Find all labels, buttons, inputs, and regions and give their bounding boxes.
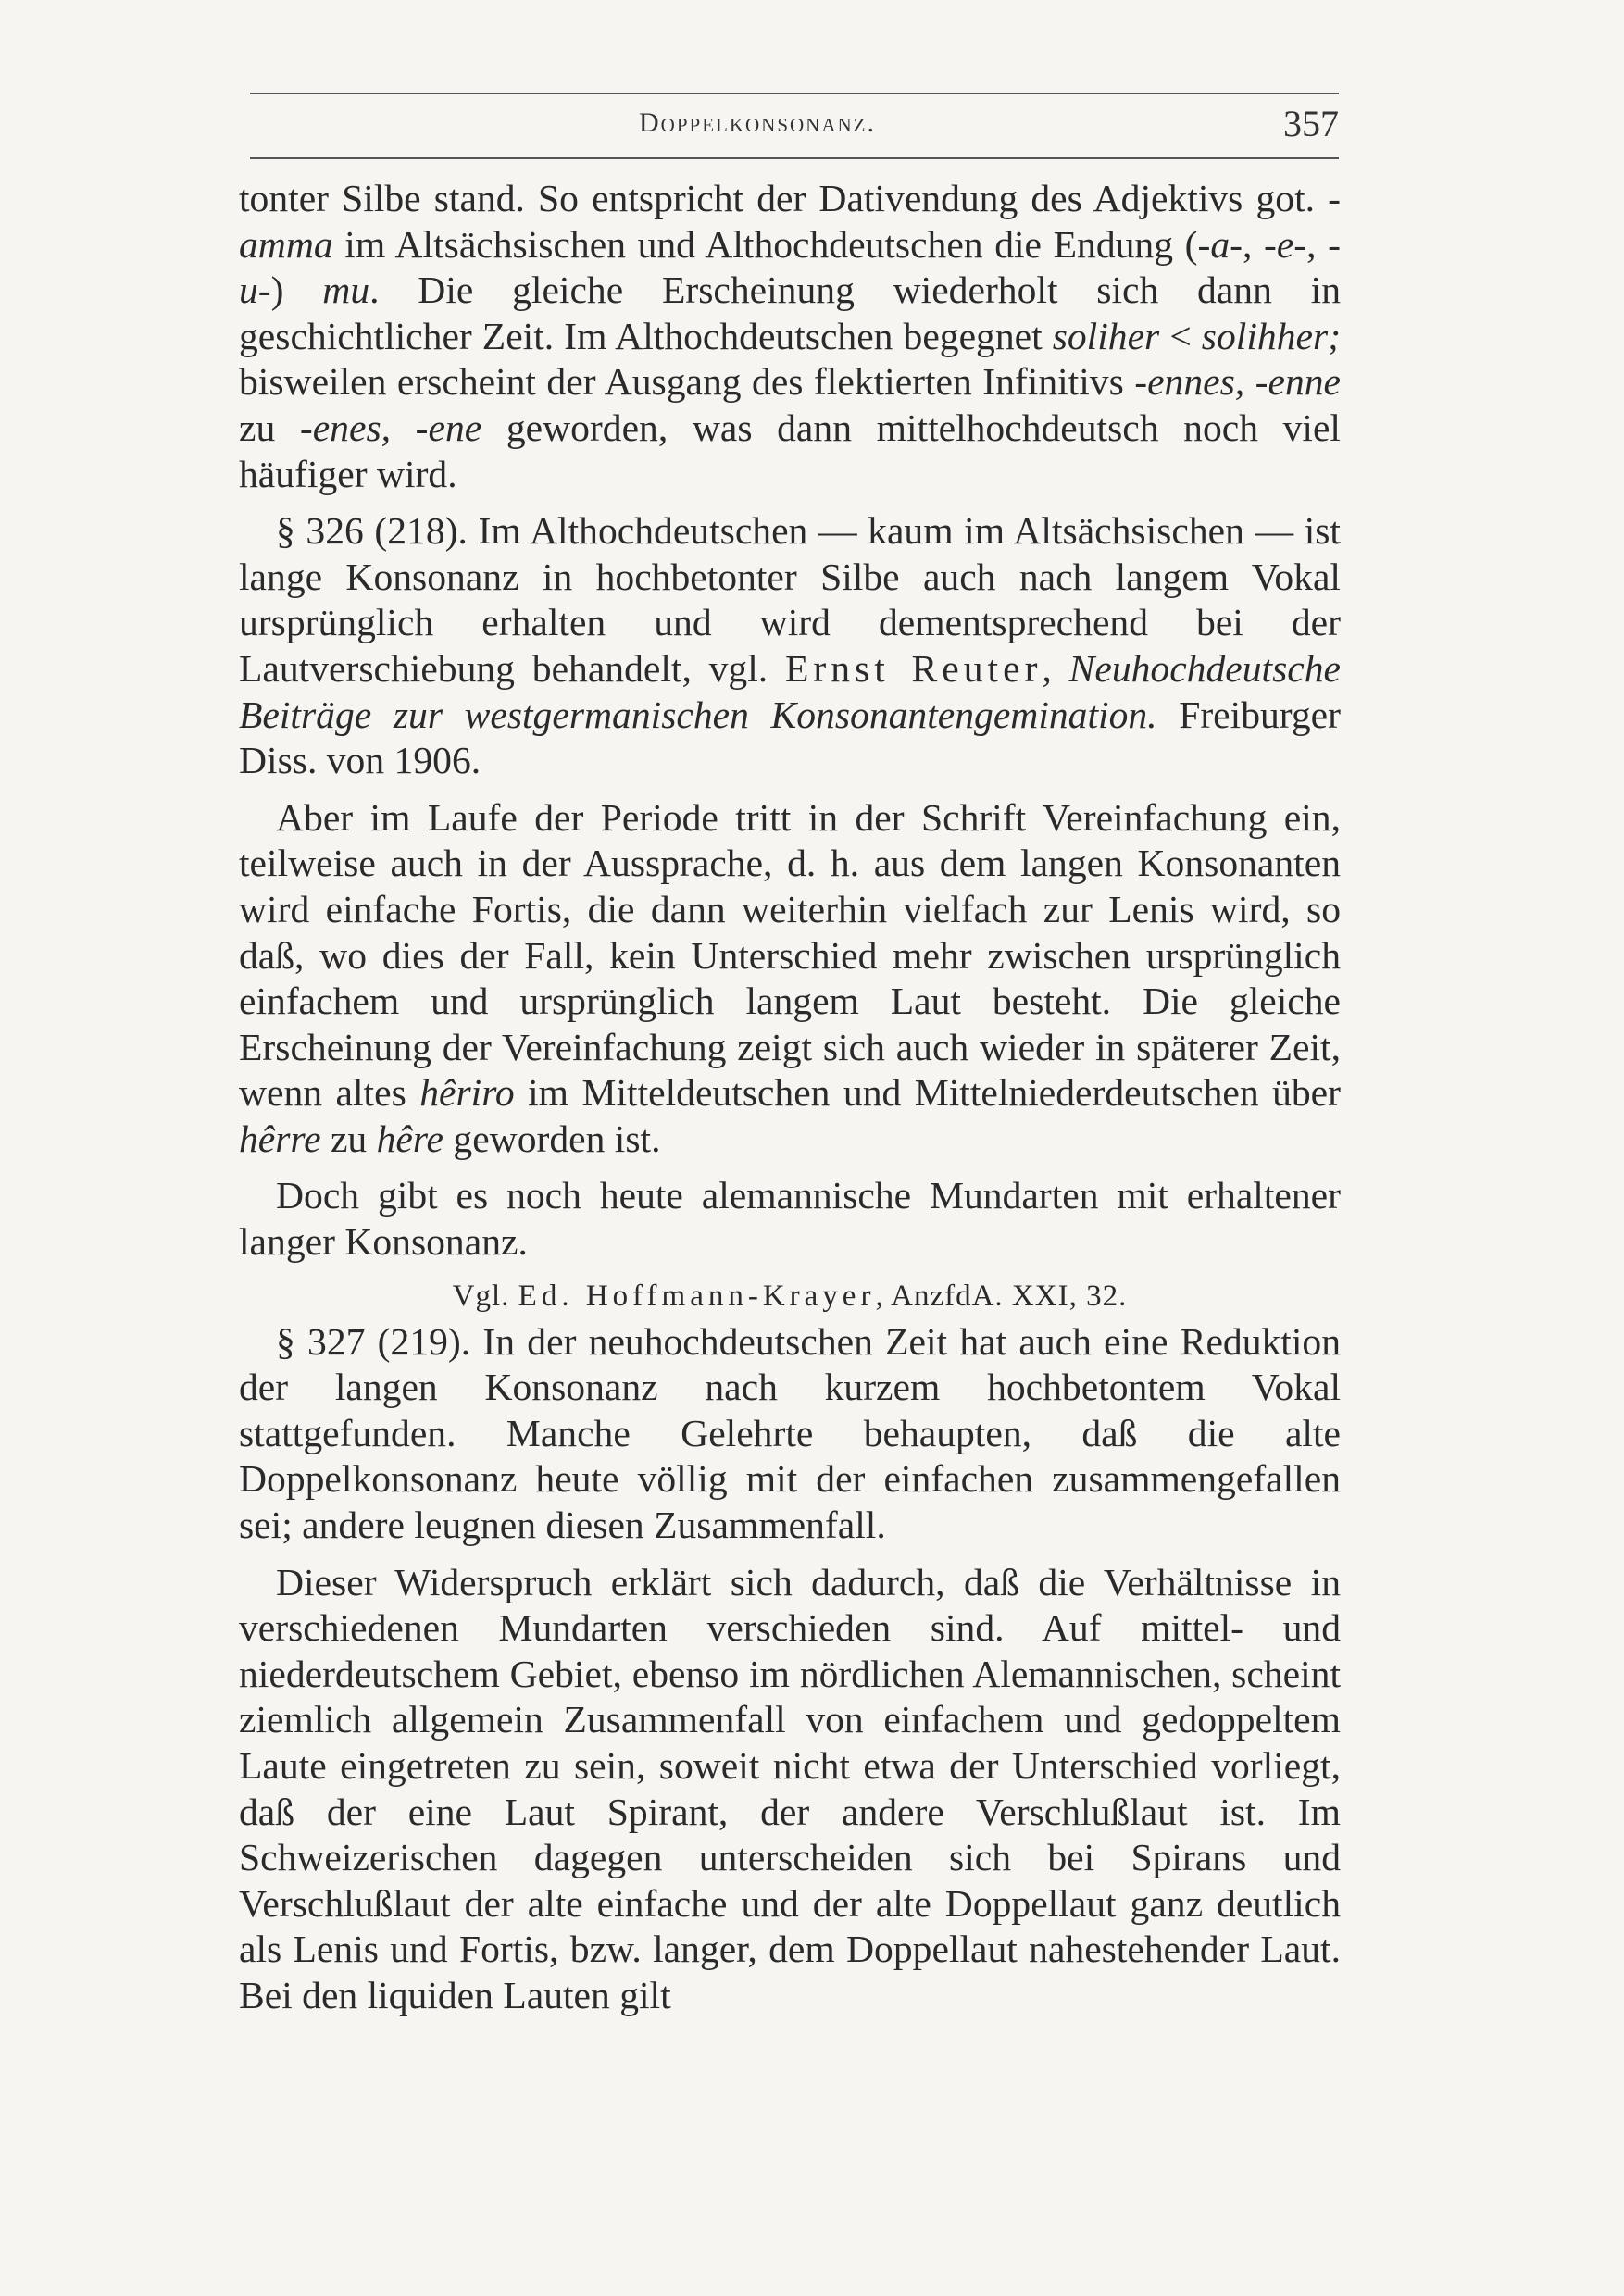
- italic-run: soliher: [1052, 314, 1160, 357]
- paragraph-4: Doch gibt es noch heute alemannische Mundarten mit erhaltener langer Konsonanz.: [239, 1174, 1341, 1264]
- paragraph-6: Dieser Widerspruch erklärt sich dadurch, daß die Verhältnisse in verschiedenen Mundarten verschieden sind. Auf mittel- und niederdeutschem Gebiet, ebenso im nördlichen Alemannischen, scheint ziemlich allgemein Zusammenfall von einfachem und gedoppeltem Laute eingetreten zu sein, soweit nicht etwa der Unterschied vorliegt, daß der eine Laut Spirant, der andere Verschlußlaut ist. Im Schweizerischen dagegen unterscheiden sich bei Spirans und Verschlußlaut der alte einfache und der alte Doppellaut ganz deutlich als Lenis und Fortis, bzw. langer, dem Doppellaut nahestehender Laut. Bei den liquiden Lauten gilt: [239, 1560, 1341, 2016]
- header-rule-bottom: [250, 157, 1339, 159]
- text-run: geworden ist.: [443, 1117, 661, 1160]
- italic-run: -ennes, -enne: [1134, 360, 1342, 404]
- text-run: bisweilen erscheint der Ausgang des flektierten Infinitivs: [239, 360, 1135, 404]
- paragraph-1: [239, 176, 1341, 497]
- author-name: Ernst Reuter: [784, 646, 1043, 690]
- running-title: Doppelkonsonanz.: [639, 107, 877, 138]
- text-run: Freiburger Diss. von 1906.: [239, 693, 1341, 782]
- italic-run: -amma: [239, 177, 1341, 266]
- paragraph-section-327: § 327 (219). In der neuhochdeutschen Zeit hat auch eine Reduktion der langen Konsonanz nach kurzem hochbetontem Vokal stattgefunden. Manche Gelehrte behaupten, daß die alte Doppelkonsonanz heute völlig mit der einfachen zusammengefallen sei; andere leugnen diesen Zusammenfall.: [239, 1319, 1341, 1547]
- text-run: zu: [239, 406, 300, 449]
- work-title: Neuhochdeutsche Beiträge zur westgermanischen Konsonantengemination.: [239, 646, 1341, 736]
- text-run: zu: [320, 1117, 377, 1160]
- body-text: [239, 176, 1341, 2019]
- text-run: ,: [1242, 222, 1264, 266]
- text-run: im Mitteldeutschen und Mittelniederdeutschen über: [514, 1071, 1341, 1115]
- text-run: Vgl.: [452, 1279, 518, 1313]
- text-run: Aber im Laufe der Periode tritt in der Schrift Vereinfachung ein, teilweise auch in der Aussprache, d. h. aus dem langen Konsonanten wird einfache Fortis, die dann weiterhin vielfach zur Lenis wird, so daß, wo dies der Fall, kein Unterschied mehr zwischen ursprünglich einfachem und ursprünglich langem Laut besteht. Die gleiche Erscheinung der Vereinfachung zeigt sich auch wieder in späterer Zeit, wenn altes: [239, 795, 1341, 1115]
- text-run: ,: [1042, 646, 1069, 690]
- text-run: ): [270, 268, 323, 312]
- italic-run: hêriro: [419, 1071, 515, 1115]
- italic-run: hêre: [376, 1117, 443, 1160]
- text-run: im Altsächsischen und Althochdeutschen die Endung (: [332, 222, 1198, 266]
- header-rule-top: [250, 93, 1339, 94]
- italic-run: hêrre: [239, 1117, 321, 1160]
- page-number: 357: [1283, 103, 1339, 144]
- italic-run: -enes, -ene: [299, 406, 482, 449]
- paragraph-3: [239, 795, 1341, 1163]
- citation-line: [239, 1273, 1341, 1319]
- paragraph-section-326: [239, 508, 1341, 784]
- italic-run: mu: [322, 268, 370, 312]
- italic-run: -a-: [1197, 222, 1243, 266]
- text-run: tonter Silbe stand. So entspricht der Dativendung des Adjektivs got.: [239, 177, 1329, 219]
- text-run: ,: [1306, 222, 1329, 266]
- text-run: <: [1159, 314, 1202, 357]
- running-head: [250, 102, 1339, 156]
- author-name: Ed. Hoffmann-Krayer: [518, 1279, 876, 1313]
- text-run: , AnzfdA. XXI, 32.: [875, 1279, 1128, 1313]
- italic-run: -u-: [239, 222, 1341, 312]
- text-run: . Die gleiche Erscheinung wiederholt sich dann in geschichtlicher Zeit. Im Althochdeutschen begegnet: [239, 268, 1341, 357]
- italic-run: solihher;: [1201, 314, 1341, 357]
- italic-run: -e-: [1263, 222, 1307, 266]
- text-run: geworden, was dann mittelhochdeutsch noch viel häufiger wird.: [239, 406, 1341, 495]
- text-run: § 326 (218). Im Althochdeutschen — kaum im Altsächsischen — ist lange Konsonanz in hochbetonter Silbe auch nach langem Vokal ursprünglich erhalten und wird dementsprechend bei der Lautverschiebung behandelt, vgl.: [239, 509, 1341, 690]
